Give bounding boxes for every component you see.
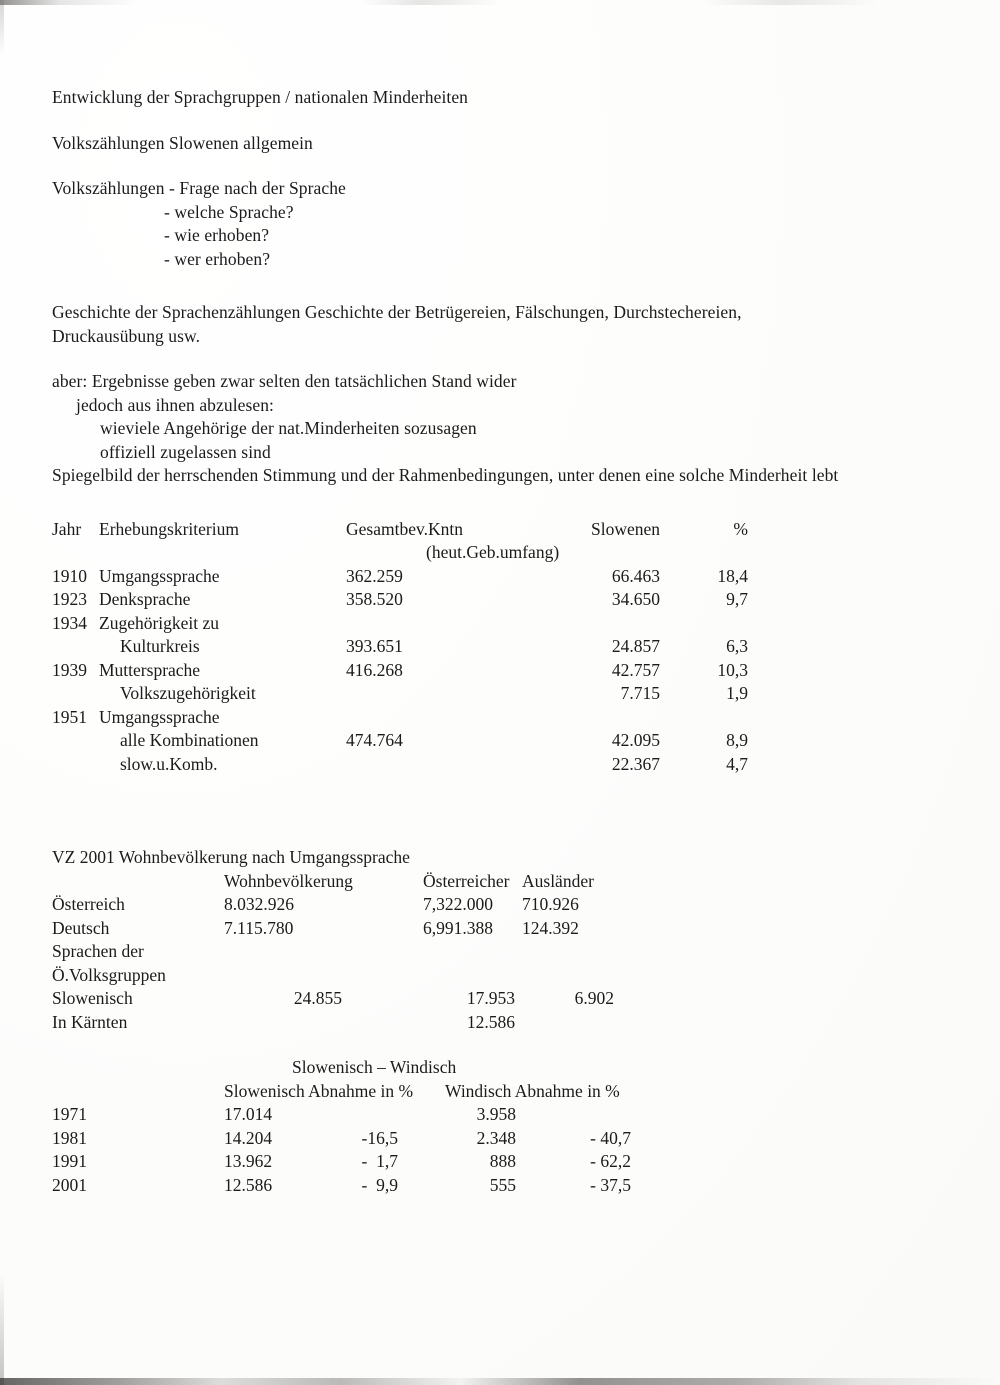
cell-windisch: 3.958 [476, 1104, 516, 1124]
table-vz-2001 [52, 870, 968, 1035]
cell-gesamt: 416.268 [346, 659, 403, 680]
cell-windisch: 555 [489, 1174, 516, 1195]
cell-wind-abnahme: - 37,5 [590, 1174, 631, 1195]
cell-label: In Kärnten [52, 1011, 128, 1032]
cell-prozent: 9,7 [726, 589, 748, 609]
cell-slowenen: 42.757 [611, 659, 660, 680]
cell-slow-abnahme: - 9,9 [361, 1174, 398, 1195]
column-header-windisch: Windisch Abnahme in % [445, 1080, 620, 1101]
cell-gesamt: 393.651 [346, 636, 403, 656]
remark-line: wieviele Angehörige der nat.Minderheiten sozusagen [100, 418, 477, 438]
table-subheader-row [52, 541, 968, 565]
table-title-slowenisch-windisch: Slowenisch – Windisch [292, 1057, 457, 1077]
cell-kriterium: Zugehörigkeit zu [99, 612, 220, 633]
cell-label: Sprachen der [52, 941, 144, 961]
spacer [52, 1034, 968, 1056]
question-lead: Volkszählungen - Frage nach der Sprache [52, 178, 346, 198]
cell-slowenen: 24.857 [611, 636, 660, 656]
column-header-slowenisch: Slowenisch Abnahme in % [224, 1080, 414, 1101]
table-header-row [52, 518, 968, 542]
table-header-row [52, 1080, 968, 1104]
table-row [52, 635, 968, 659]
cell-prozent: 1,9 [726, 683, 748, 703]
cell-prozent: 18,4 [717, 565, 748, 586]
spacer [52, 348, 968, 370]
cell-auslaender: 124.392 [522, 917, 579, 938]
cell-oesterreicher: 7,322.000 [423, 894, 493, 914]
column-header-jahr: Jahr [52, 518, 82, 539]
cell-label: Deutsch [52, 917, 110, 938]
remark-line: jedoch aus ihnen abzulesen: [76, 394, 274, 415]
scan-edge-bottom-artifact [0, 1378, 1000, 1385]
cell-windisch: 2.348 [476, 1127, 516, 1148]
table-row [52, 917, 968, 941]
table-row [52, 588, 968, 612]
cell-gesamt: 362.259 [346, 565, 403, 586]
cell-slow-abnahme: - 1,7 [361, 1151, 398, 1171]
question-item: - welche Sprache? [164, 201, 294, 222]
table-row [52, 612, 968, 636]
history-line: Geschichte der Sprachenzählungen Geschichte der Betrügereien, Fälschungen, Durchstechereien, [52, 302, 742, 322]
cell-jahr: 1939 [52, 659, 87, 680]
spacer [52, 488, 968, 518]
cell-wind-abnahme: - 40,7 [590, 1127, 631, 1148]
remark-line: offiziell zugelassen sind [100, 441, 271, 462]
cell-slow-abnahme: -16,5 [361, 1127, 398, 1148]
table-row [52, 565, 968, 589]
cell-kriterium: alle Kombinationen [120, 730, 259, 750]
history-line: Druckausübung usw. [52, 325, 201, 346]
cell-prozent: 10,3 [717, 659, 748, 680]
column-header-prozent: % [733, 518, 748, 539]
cell-oesterreicher: 6,991.388 [423, 917, 493, 938]
cell-slowenen: 42.095 [611, 730, 660, 750]
spacer [52, 271, 968, 301]
cell-kriterium: Umgangssprache [99, 706, 220, 727]
column-header-oesterreicher: Österreicher [423, 870, 510, 891]
question-item: - wer erhoben? [164, 248, 271, 269]
cell-prozent: 6,3 [726, 636, 748, 656]
scan-edge-top-artifact [0, 0, 1000, 5]
cell-slowenen: 22.367 [611, 753, 660, 774]
table-row [52, 682, 968, 706]
cell-kriterium: Muttersprache [99, 659, 201, 680]
spacer [52, 155, 968, 177]
table-row [52, 964, 968, 988]
subheading: Volkszählungen Slowenen allgemein [52, 132, 313, 153]
spacer [52, 776, 968, 846]
table-row [52, 753, 968, 777]
column-header-gesamt: Gesamtbev.Kntn [346, 518, 463, 539]
table-row [52, 1127, 968, 1151]
remark-line: Spiegelbild der herrschenden Stimmung und der Rahmenbedingungen, unter denen eine solche Minderheit lebt [52, 465, 839, 485]
cell-kriterium: Kulturkreis [120, 636, 200, 656]
table-census-kaernten [52, 518, 968, 777]
cell-slowenisch: 14.204 [224, 1127, 273, 1148]
cell-jahr: 1923 [52, 589, 87, 609]
page-title: Entwicklung der Sprachgruppen / nationalen Minderheiten [52, 87, 469, 107]
spacer [52, 110, 968, 132]
document-body [52, 86, 968, 1197]
cell-kriterium: slow.u.Komb. [120, 753, 218, 774]
cell-jahr: 1971 [52, 1104, 87, 1124]
cell-prozent: 8,9 [726, 730, 748, 750]
table-row [52, 893, 968, 917]
column-header-kriterium: Erhebungskriterium [99, 518, 239, 539]
cell-slowenen: 66.463 [611, 565, 660, 586]
cell-slowenen: 34.650 [611, 589, 660, 609]
question-item: - wie erhoben? [164, 225, 270, 245]
column-header-auslaender: Ausländer [522, 870, 594, 891]
cell-jahr: 1910 [52, 565, 87, 586]
cell-auslaender: 6.902 [574, 988, 614, 1008]
cell-oesterreicher: 12.586 [466, 1011, 515, 1032]
column-header-slowenen: Slowenen [590, 518, 660, 539]
table-row [52, 1150, 968, 1174]
table-row [52, 706, 968, 730]
cell-jahr: 2001 [52, 1174, 87, 1195]
column-subnote: (heut.Geb.umfang) [426, 542, 560, 562]
cell-jahr: 1981 [52, 1127, 87, 1148]
table-row [52, 659, 968, 683]
cell-jahr: 1951 [52, 706, 87, 727]
cell-wind-abnahme: - 62,2 [590, 1151, 631, 1171]
cell-jahr: 1934 [52, 612, 87, 633]
cell-wohnbevoelkerung: 7.115.780 [224, 917, 294, 938]
table-row [52, 940, 968, 964]
cell-kriterium: Volkszugehörigkeit [120, 683, 256, 703]
table-row [52, 1103, 968, 1127]
cell-oesterreicher: 17.953 [466, 988, 515, 1008]
cell-slowenisch: 17.014 [224, 1104, 273, 1124]
cell-label: Ö.Volksgruppen [52, 964, 166, 985]
cell-slowenen: 7.715 [620, 683, 660, 703]
cell-kriterium: Umgangssprache [99, 565, 220, 586]
table-slowenisch-windisch [52, 1056, 968, 1197]
cell-prozent: 4,7 [726, 753, 748, 774]
column-header-wohnbevoelkerung: Wohnbevölkerung [224, 870, 353, 891]
cell-slowenisch: 12.586 [224, 1174, 273, 1195]
table-row [52, 987, 968, 1011]
cell-wohnbevoelkerung: 8.032.926 [224, 894, 294, 914]
table-header-row [52, 870, 968, 894]
cell-gesamt: 358.520 [346, 589, 403, 609]
scan-edge-left-artifact [0, 0, 4, 1385]
cell-windisch: 888 [489, 1151, 516, 1171]
cell-kriterium: Denksprache [99, 589, 191, 609]
table-row [52, 729, 968, 753]
cell-label: Slowenisch [52, 988, 133, 1008]
remark-line: aber: Ergebnisse geben zwar selten den tatsächlichen Stand wider [52, 371, 517, 391]
table-row [52, 1011, 968, 1035]
table-title-vz2001: VZ 2001 Wohnbevölkerung nach Umgangssprache [52, 847, 410, 867]
cell-slowenisch: 13.962 [224, 1151, 273, 1171]
cell-label: Österreich [52, 894, 125, 914]
table-row [52, 1174, 968, 1198]
cell-auslaender: 710.926 [522, 894, 579, 914]
cell-gesamt: 474.764 [346, 730, 403, 750]
table-title-row [52, 1056, 968, 1080]
cell-jahr: 1991 [52, 1151, 87, 1171]
cell-wohnbevoelkerung: 24.855 [293, 988, 342, 1008]
